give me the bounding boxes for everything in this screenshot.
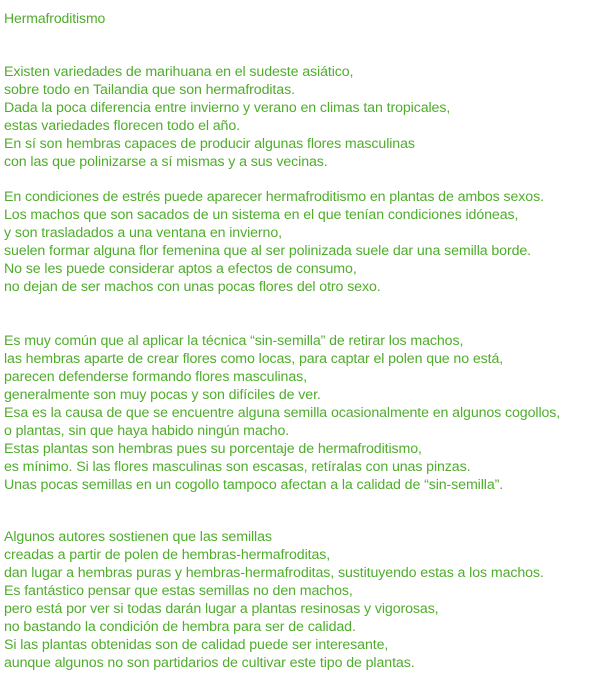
paragraph-line: Unas pocas semillas en un cogollo tampoco afectan a la calidad de “sin-semilla”. [4,477,504,493]
paragraph-line: es mínimo. Si las flores masculinas son escasas, retíralas con unas pinzas. [4,459,471,475]
paragraph-line: Es muy común que al aplicar la técnica “sin-semilla” de retirar los machos, [4,333,464,349]
paragraph-line: sobre todo en Tailandia que son hermafroditas. [4,82,295,98]
paragraph-1 [4,63,600,171]
paragraph-line: En condiciones de estrés puede aparecer hermafroditismo en plantas de ambos sexos. [4,189,544,205]
paragraph-line: aunque algunos no son partidarios de cultivar este tipo de plantas. [4,655,415,671]
paragraph-line: con las que polinizarse a sí mismas y a sus vecinas. [4,154,328,170]
paragraph-line: Existen variedades de marihuana en el sudeste asiático, [4,64,354,80]
paragraph-3 [4,332,600,494]
paragraph-line: estas variedades florecen todo el año. [4,118,240,134]
paragraph-line: Es fantástico pensar que estas semillas no den machos, [4,583,353,599]
paragraph-2 [4,188,600,296]
paragraph-line: las hembras aparte de crear flores como locas, para captar el polen que no está, [4,351,504,367]
paragraph-line: Dada la poca diferencia entre invierno y verano en climas tan tropicales, [4,100,451,116]
paragraph-line: pero está por ver si todas darán lugar a plantas resinosas y vigorosas, [4,601,439,617]
paragraph-line: No se les puede considerar aptos a efectos de consumo, [4,261,357,277]
paragraph-line: suelen formar alguna flor femenina que al ser polinizada suele dar una semilla borde. [4,243,532,259]
paragraph-line: y son trasladados a una ventana en invierno, [4,225,282,241]
paragraph-line: Algunos autores sostienen que las semillas [4,529,272,545]
paragraph-line: no bastando la condición de hembra para ser de calidad. [4,619,356,635]
paragraph-line: dan lugar a hembras puras y hembras-hermafroditas, sustituyendo estas a los machos. [4,565,544,581]
paragraph-line: o plantas, sin que haya habido ningún macho. [4,423,290,439]
document-title: Hermafroditismo [4,10,106,26]
paragraph-line: no dejan de ser machos con unas pocas flores del otro sexo. [4,279,381,295]
paragraph-line: Esa es la causa de que se encuentre alguna semilla ocasionalmente en algunos cogollos, [4,405,561,421]
paragraph-line: Los machos que son sacados de un sistema en el que tenían condiciones idóneas, [4,207,519,223]
paragraph-4 [4,528,600,672]
paragraph-line: Si las plantas obtenidas son de calidad puede ser interesante, [4,637,389,653]
paragraph-line: generalmente son muy pocas y son difíciles de ver. [4,387,321,403]
paragraph-line: Estas plantas son hembras pues su porcentaje de hermafroditismo, [4,441,422,457]
paragraph-line: parecen defenderse formando flores masculinas, [4,369,307,385]
paragraph-line: creadas a partir de polen de hembras-hermafroditas, [4,547,331,563]
paragraph-line: En sí son hembras capaces de producir algunas flores masculinas [4,136,415,152]
